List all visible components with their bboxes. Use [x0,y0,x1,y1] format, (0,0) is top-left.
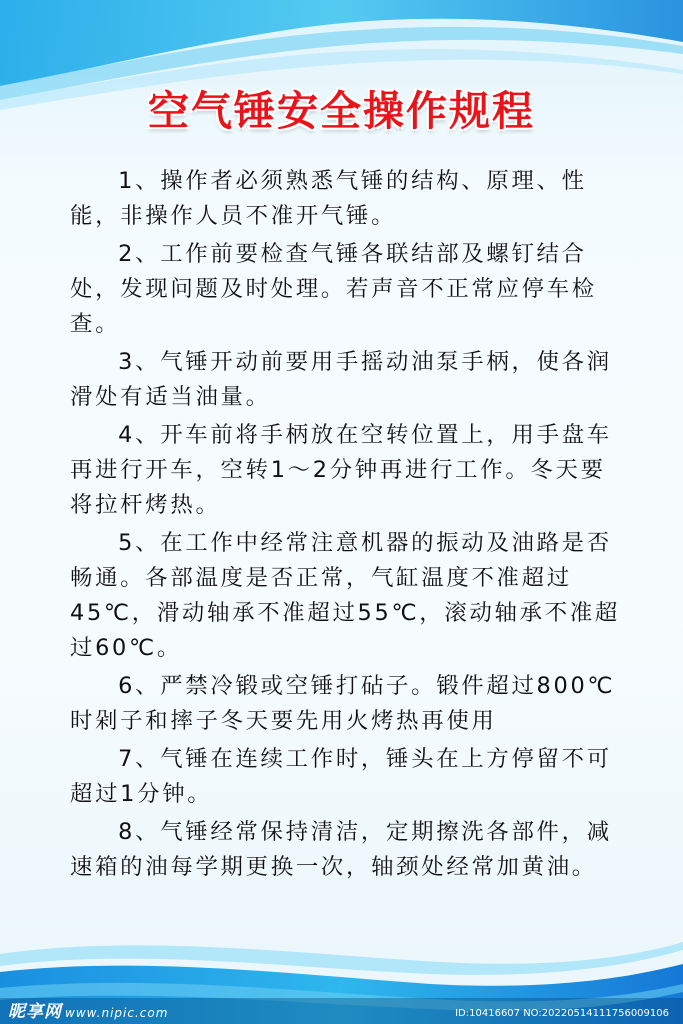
page-title: 空气锤安全操作规程 [148,87,535,135]
rules-list [70,164,622,888]
rule-item-5: 5、在工作中经常注意机器的振动及油路是否畅通。各部温度是否正常，气缸温度不准超过45℃，滑动轴承不准超过55℃，滚动轴承不准超过60℃。 [70,530,621,661]
rule-item-2: 2、工作前要检查气锤各联结部及螺钉结合处，发现问题及时处理。若声音不正常应停车检查。 [70,241,597,337]
watermark-bar [0,998,683,1024]
rule-item-1: 1、操作者必须熟悉气锤的结构、原理、性能，非操作人员不准开气锤。 [70,168,587,229]
nipic-logo: 昵享网 www.nipic.com [8,1002,169,1022]
rule-item-7: 7、气锤在连续工作时，锤头在上方停留不可超过1分钟。 [70,746,612,807]
image-id-text: ID:10416607 NO:20220514111756009106 [455,1008,669,1019]
rule-item-8: 8、气锤经常保持清洁，定期擦洗各部件，减速箱的油每学期更换一次，轴颈处经常加黄油。 [70,819,612,880]
rule-item-3: 3、气锤开动前要用手摇动油泵手柄，使各润滑处有适当油量。 [70,349,612,410]
rule-item-4: 4、开车前将手柄放在空转位置上，用手盘车再进行开车，空转1～2分钟再进行工作。冬天要将拉杆烤热。 [70,422,612,518]
rule-item-6: 6、严禁冷锻或空锤打砧子。锻件超过800℃时剁子和摔子冬天要先用火烤热再使用 [70,673,616,734]
